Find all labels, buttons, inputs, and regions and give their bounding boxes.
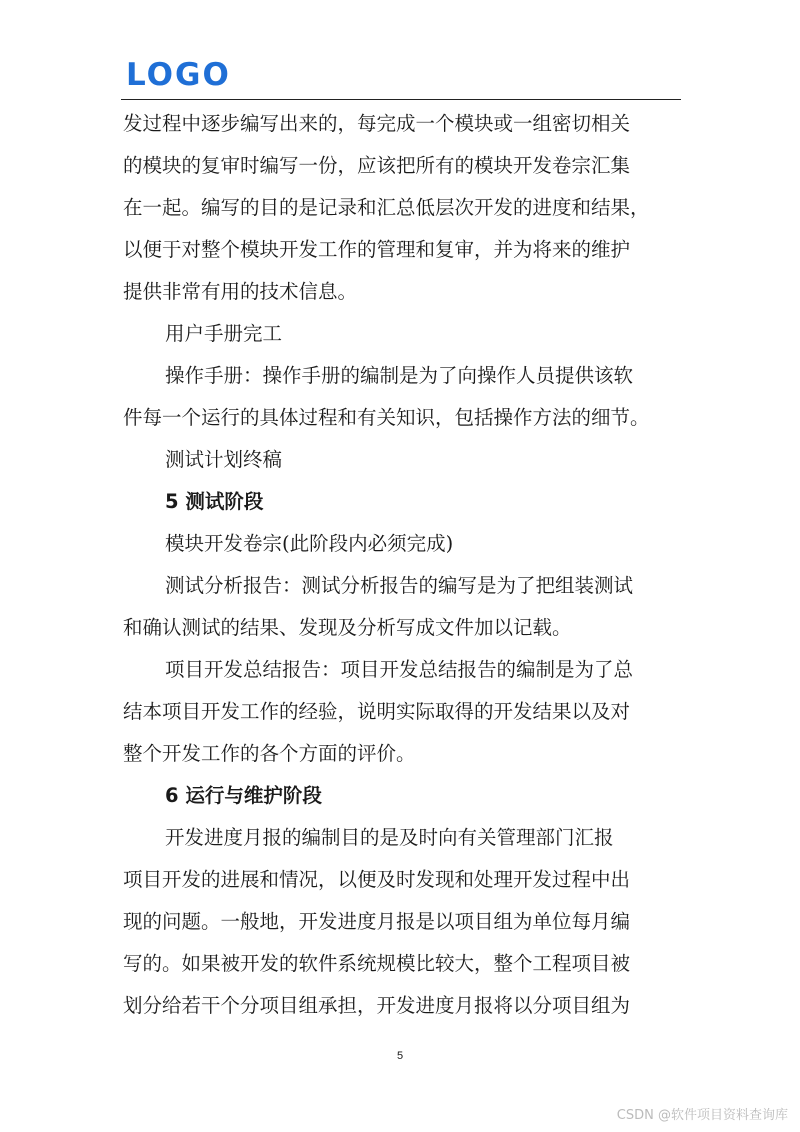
logo: LOGO xyxy=(126,57,231,93)
text-line: 的模块的复审时编写一份，应该把所有的模块开发卷宗汇集 xyxy=(123,154,631,177)
text-line: 现的问题。一般地，开发进度月报是以项目组为单位每月编 xyxy=(123,910,631,933)
text-line: 用户手册完工 xyxy=(165,322,283,345)
text-line: 项目开发的进展和情况，以便及时发现和处理开发过程中出 xyxy=(123,868,631,891)
text-line: 结本项目开发工作的经验，说明实际取得的开发结果以及对 xyxy=(123,700,631,723)
text-line: 整个开发工作的各个方面的评价。 xyxy=(123,742,416,765)
section-heading: 6 运行与维护阶段 xyxy=(165,784,322,807)
text-line: 提供非常有用的技术信息。 xyxy=(123,280,358,303)
text-line: 和确认测试的结果、发现及分析写成文件加以记载。 xyxy=(123,616,572,639)
header-rule xyxy=(121,99,681,100)
text-line: 项目开发总结报告：项目开发总结报告的编制是为了总 xyxy=(165,658,634,681)
watermark: CSDN @软件项目资料查询库 xyxy=(616,1108,788,1123)
text-line: 划分给若干个分项目组承担，开发进度月报将以分项目组为 xyxy=(123,994,631,1017)
text-line: 写的。如果被开发的软件系统规模比较大，整个工程项目被 xyxy=(123,952,631,975)
text-line: 测试计划终稿 xyxy=(165,448,283,471)
text-line: 件每一个运行的具体过程和有关知识，包括操作方法的细节。 xyxy=(123,406,650,429)
page-number: 5 xyxy=(396,1050,404,1062)
text-line: 以便于对整个模块开发工作的管理和复审，并为将来的维护 xyxy=(123,238,631,261)
text-line: 发过程中逐步编写出来的，每完成一个模块或一组密切相关 xyxy=(123,112,631,135)
section-heading: 5 测试阶段 xyxy=(165,490,264,513)
text-line: 操作手册：操作手册的编制是为了向操作人员提供该软 xyxy=(165,364,634,387)
text-line: 测试分析报告：测试分析报告的编写是为了把组装测试 xyxy=(165,574,634,597)
text-line: 模块开发卷宗(此阶段内必须完成) xyxy=(165,532,454,555)
text-line: 在一起。编写的目的是记录和汇总低层次开发的进度和结果， xyxy=(123,196,650,219)
text-line: 开发进度月报的编制目的是及时向有关管理部门汇报 xyxy=(165,826,614,849)
